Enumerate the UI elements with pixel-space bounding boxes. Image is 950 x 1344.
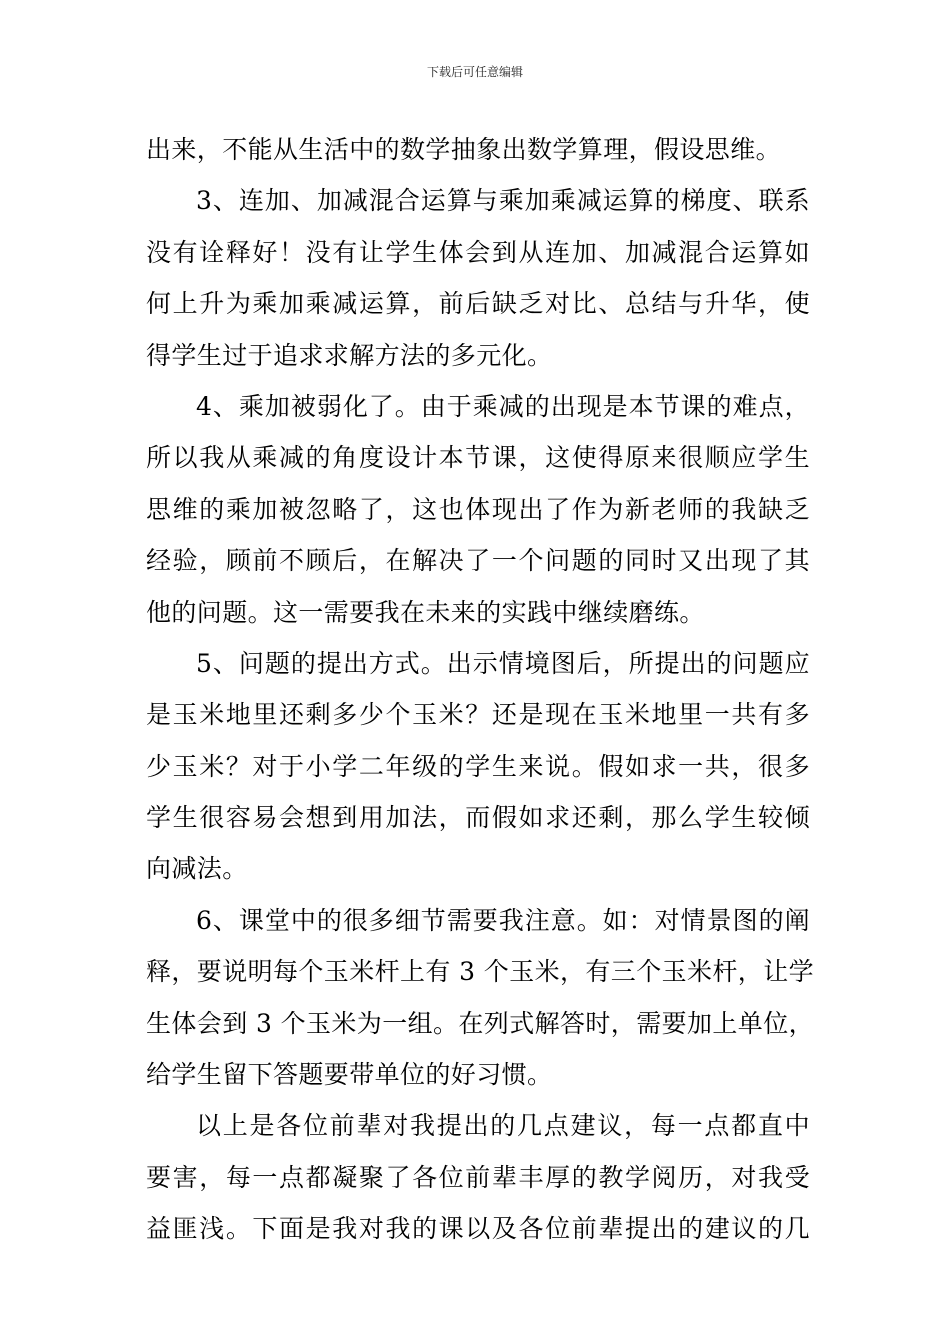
text-line: 学生很容易会想到用加法，而假如求还剩，那么学生较倾 <box>146 803 810 833</box>
text-line: 3、连加、加减混合运算与乘加乘减运算的梯度、联系 <box>196 186 810 216</box>
text-line: 思维的乘加被忽略了，这也体现出了作为新老师的我缺乏 <box>146 494 810 524</box>
page-header: 下载后可任意编辑 <box>426 65 523 79</box>
text-line: 是玉米地里还剩多少个玉米？还是现在玉米地里一共有多 <box>146 700 810 730</box>
text-line: 益匪浅。下面是我对我的课以及各位前辈提出的建议的几 <box>146 1214 810 1244</box>
text-line: 生体会到 3 个玉米为一组。在列式解答时，需要加上单位， <box>146 1008 815 1038</box>
text-line: 释，要说明每个玉米杆上有 3 个玉米，有三个玉米杆，让学 <box>146 957 815 987</box>
text-line: 所以我从乘减的角度设计本节课，这使得原来很顺应学生 <box>146 443 810 473</box>
text-line: 得学生过于追求求解方法的多元化。 <box>146 340 553 370</box>
text-line: 6、课堂中的很多细节需要我注意。如：对情景图的阐 <box>196 905 810 935</box>
text-line: 经验，顾前不顾后，在解决了一个问题的同时又出现了其 <box>146 546 810 576</box>
text-line: 没有诠释好！没有让学生体会到从连加、加减混合运算如 <box>146 237 810 267</box>
text-line: 5、问题的提出方式。出示情境图后，所提出的问题应 <box>196 648 810 678</box>
text-line: 给学生留下答题要带单位的好习惯。 <box>146 1060 553 1090</box>
text-line: 向减法。 <box>146 854 248 884</box>
text-line: 何上升为乘加乘减运算，前后缺乏对比、总结与升华，使 <box>146 289 810 319</box>
document-body <box>146 124 815 1255</box>
text-line: 要害，每一点都凝聚了各位前辈丰厚的教学阅历，对我受 <box>146 1162 810 1192</box>
text-line: 他的问题。这一需要我在未来的实践中继续磨练。 <box>146 597 705 627</box>
text-line: 以上是各位前辈对我提出的几点建议，每一点都直中 <box>196 1111 810 1141</box>
text-line: 4、乘加被弱化了。由于乘减的出现是本节课的难点， <box>196 391 810 421</box>
text-line: 出来，不能从生活中的数学抽象出数学算理，假设思维。 <box>146 135 782 164</box>
text-line: 少玉米？对于小学二年级的学生来说。假如求一共，很多 <box>146 751 810 781</box>
